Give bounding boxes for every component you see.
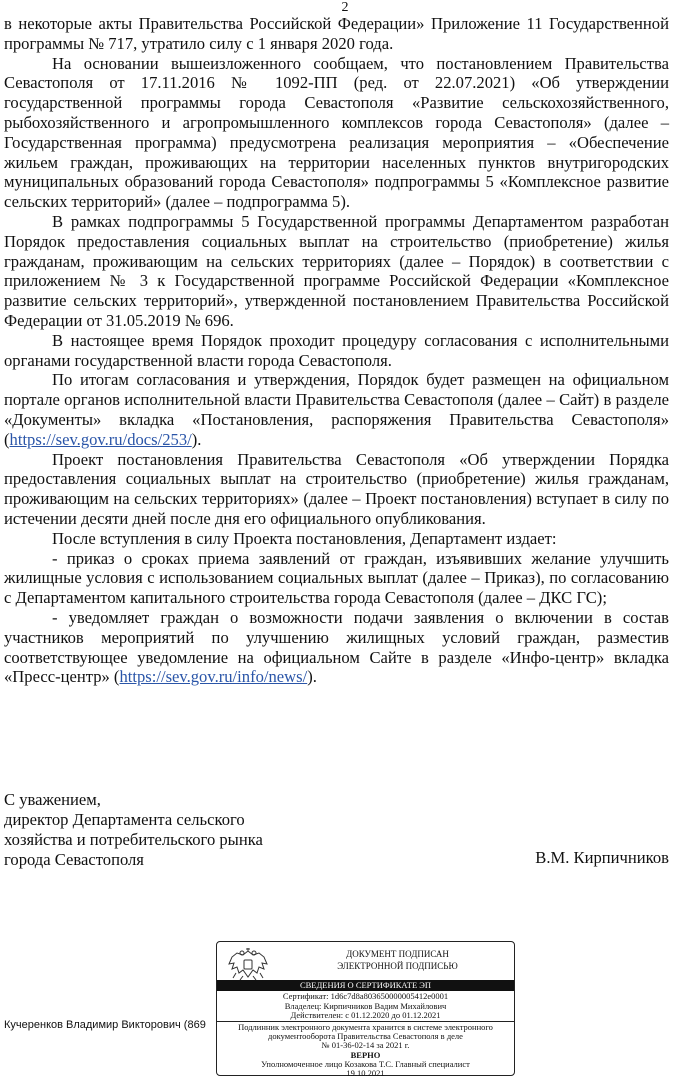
paragraph-text: По итогам согласования и утверждения, Порядок будет размещен на официальном портале органов исполнительной власти Правительства Севастополя (далее – Сайт) в разделе «Документы» вкладка «Постановления, распоряжения Правительства Севастополя» (	[4, 370, 669, 449]
paragraph	[4, 370, 669, 449]
certificate-info	[217, 992, 514, 1021]
signer-position-line: города Севастополя	[4, 850, 144, 869]
paragraph: Проект постановления Правительства Севастополя «Об утверждении Порядка предоставления социальных выплат на строительство (приобретение) жилья гражданам, проживающим на сельских территориях» (далее – Проект постановления) вступает в силу по истечении десяти дней после дня его официального опубликования.	[4, 449, 669, 528]
signature-block	[4, 790, 296, 870]
paragraph: В настоящее время Порядок проходит процедуру согласования с исполнительными органами государственной власти города Севастополя.	[4, 330, 669, 370]
certificate-header: СВЕДЕНИЯ О СЕРТИФИКАТЕ ЭП	[217, 980, 514, 991]
paragraph: В рамках подпрограммы 5 Государственной программы Департаментом разработан Порядок предоставления социальных выплат на строительство (приобретение) жилья гражданам, проживающим на сельских территориях (далее – Порядок) в соответствии с приложением № 3 к Государственной программе Российской Федерации «Комплексное развитие сельских территорий», утвержденной постановлением Правительства Российской Федерации от 31.05.2019 № 696.	[4, 211, 669, 330]
signer-position-line: хозяйства и потребительского рынка	[4, 830, 263, 849]
copy-date: 19.10.2021	[346, 1068, 385, 1079]
paragraph: После вступления в силу Проекта постановления, Департамент издает:	[52, 528, 557, 548]
archive-info: Подлинник электронного документа хранится в системе электронного документооборота Правительства Севастополя в деле № 01-36-02-14 за 2021 г. ВЕРНО Уполномоченное лицо Козакова Т.С. Главный специалист 19.10.2021	[217, 1023, 514, 1078]
coat-of-arms-icon	[225, 946, 271, 982]
signer-position-line: директор Департамента сельского	[4, 810, 245, 829]
page-number: 2	[341, 0, 349, 15]
signer-name: В.М. Кирпичников	[535, 848, 669, 867]
verno-label: ВЕРНО	[350, 1049, 381, 1060]
letter-body	[4, 14, 669, 687]
document-link[interactable]: https://sev.gov.ru/docs/253/	[9, 429, 192, 449]
certificate-owner: Владелец: Кирпичников Вадим Михайлович	[284, 1000, 447, 1011]
certificate-number: Сертификат: 1d6c7d8a803650000005412e0001	[282, 991, 449, 1001]
electronic-signature-stamp	[216, 941, 515, 1079]
paragraph: - приказ о сроках приема заявлений от граждан, изъявивших желание улучшить жилищные условия с использованием социальных выплат (далее – Приказ), по согласованию с Департаментом капитального строительства города Севастополя (далее – ДКС ГС);	[4, 548, 669, 608]
certificate-validity: Действителен: с 01.12.2020 до 01.12.2021	[290, 1010, 441, 1020]
paragraph-text: ).	[191, 429, 202, 449]
paragraph	[4, 608, 669, 687]
paragraph: в некоторые акты Правительства Российской Федерации» Приложение 11 Государственной программы № 717, утратило силу с 1 января 2020 года.	[4, 14, 669, 53]
closing-phrase: С уважением,	[4, 790, 101, 809]
document-link[interactable]: https://sev.gov.ru/info/news/	[119, 667, 308, 687]
paragraph-text: ).	[307, 667, 317, 687]
stamp-title: ДОКУМЕНТ ПОДПИСАН ЭЛЕКТРОННОЙ ПОДПИСЬЮ	[337, 949, 458, 971]
paragraph-text: - уведомляет граждан о возможности подачи заявления о включении в состав участников мероприятий по улучшению жилищных условий граждан, разместив соответствующее уведомление на официальном Сайте в разделе «Инфо-центр» вкладка «Пресс-центр» (	[4, 607, 669, 687]
executor-contact: Кучеренков Владимир Викторович (869	[4, 1019, 206, 1031]
paragraph: На основании вышеизложенного сообщаем, что постановлением Правительства Севастополя от 17.11.2016 № 1092-ПП (ред. от 22.07.2021) «Об утверждении государственной программы города Севастополя «Развитие сельскохозяйственного, рыбохозяйственного и агропромышленного комплексов города Севастополя» (далее – Государственная программа) предусмотрена реализация мероприятия – «Обеспечение жильем граждан, проживающих на территории населенных пунктов внутригородских муниципальных образований города Севастополя» подпрограммы 5 «Комплексное развитие сельских территорий» (далее – подпрограмма 5).	[4, 53, 669, 212]
authorized-person: Уполномоченное лицо Козакова Т.С. Главный специалист	[261, 1058, 470, 1069]
